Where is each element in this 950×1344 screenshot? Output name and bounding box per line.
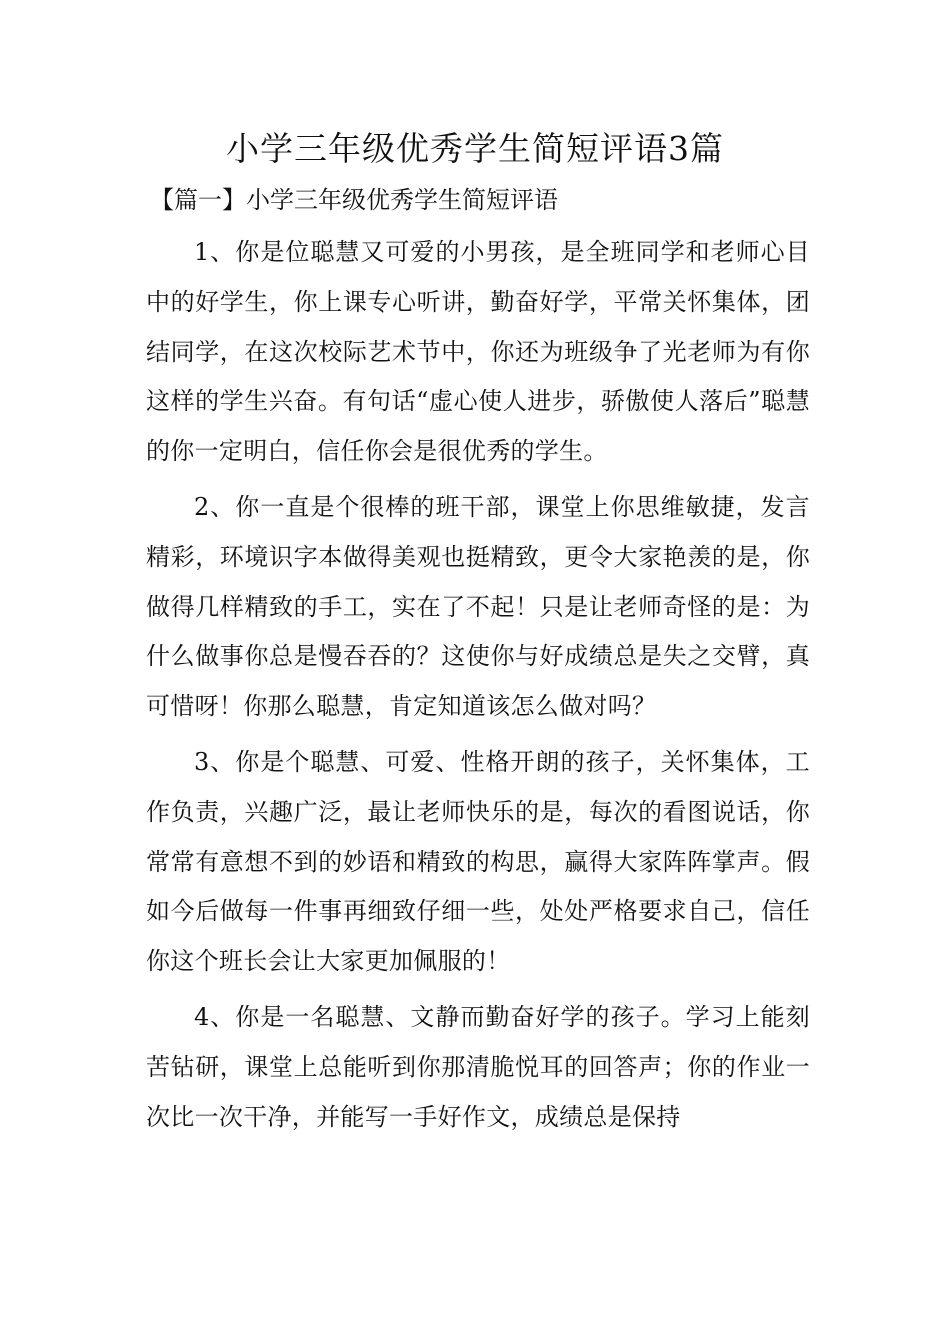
comment-paragraph-2: 2、你一直是个很棒的班干部，课堂上你思维敏捷，发言精彩，环境识字本做得美观也挺精致，更令大家艳羡的是，你做得几样精致的手工，实在了不起！只是让老师奇怪的是：为什么做事你总是慢吞吞的？这使你与好成绩总是失之交臂，真可惜呀！你那么聪慧，肯定知道该怎么做对吗？ xyxy=(146,492,810,721)
comment-paragraph-1: 1、你是位聪慧又可爱的小男孩，是全班同学和老师心目中的好学生，你上课专心听讲，勤奋好学，平常关怀集体，团结同学，在这次校际艺术节中，你还为班级争了光老师为有你这样的学生兴奋。有句话“虚心使人进步，骄傲使人落后”聪慧的你一定明白，信任你会是很优秀的学生。 xyxy=(146,238,810,466)
document-title: 小学三年级优秀学生简短评语3篇 xyxy=(226,129,724,168)
comment-paragraph-3: 3、你是个聪慧、可爱、性格开朗的孩子，关怀集体，工作负责，兴趣广泛，最让老师快乐的是，每次的看图说话，你常常有意想不到的妙语和精致的构思，赢得大家阵阵掌声。假如今后做每一件事再细致仔细一些，处处严格要求自己，信任你这个班长会让大家更加佩服的！ xyxy=(146,747,810,976)
document-body xyxy=(146,228,810,1142)
section-heading: 【篇一】小学三年级优秀学生简短评语 xyxy=(150,186,558,214)
comment-paragraph-4: 4、你是一名聪慧、文静而勤奋好学的孩子。学习上能刻苦钻研，课堂上总能听到你那清脆悦耳的回答声；你的作业一次比一次干净，并能写一手好作文，成绩总是保持 xyxy=(146,1002,810,1131)
